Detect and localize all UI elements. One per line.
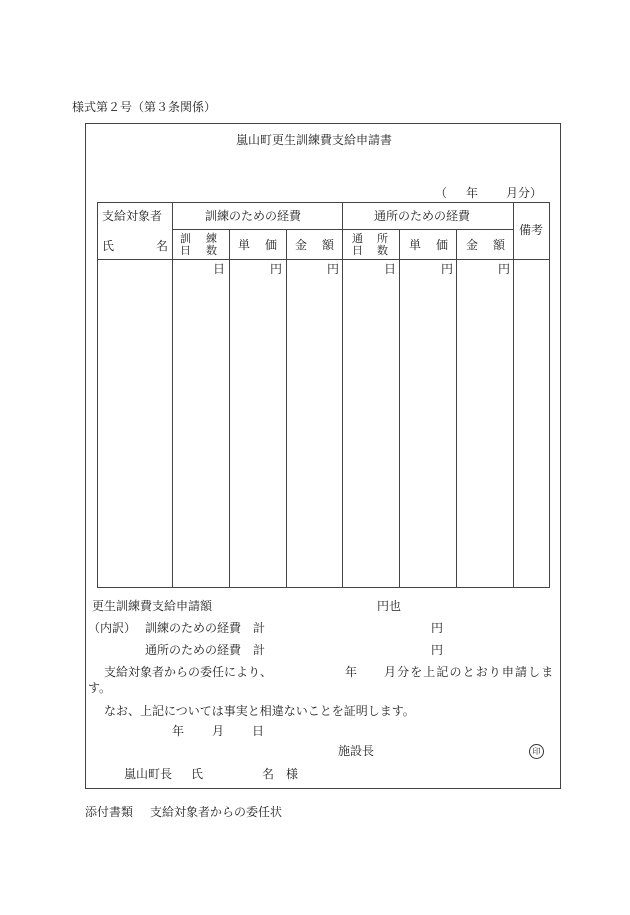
sub-training-amount-1: 金 bbox=[295, 238, 308, 252]
unit-commute-unit-yen: 円 bbox=[441, 262, 454, 276]
col-divider-4 bbox=[342, 202, 343, 588]
sub-commute-days-1: 通 bbox=[352, 232, 363, 245]
sub-training-days-4: 数 bbox=[206, 244, 217, 257]
col-name-shi: 氏 bbox=[102, 239, 115, 253]
col-divider-1 bbox=[172, 202, 173, 588]
form-title: 嵐山町更生訓練費支給申請書 bbox=[236, 133, 393, 147]
col-divider-3 bbox=[286, 229, 287, 588]
sub-training-unit-2: 価 bbox=[265, 238, 278, 252]
seal-mark: 印 bbox=[529, 744, 544, 759]
table-border-left bbox=[97, 202, 98, 588]
group-commute: 通所のための経費 bbox=[374, 209, 471, 223]
sub-training-days-3: 日 bbox=[180, 244, 191, 257]
facility-head-label: 施設長 bbox=[338, 744, 375, 758]
sub-commute-amount-1: 金 bbox=[466, 238, 479, 252]
attachment-value: 支給対象者からの委任状 bbox=[150, 805, 283, 819]
sub-training-amount-2: 額 bbox=[322, 238, 335, 252]
col-recipient: 支給対象者 bbox=[102, 209, 163, 223]
commute-total-yen: 円 bbox=[431, 643, 444, 657]
sub-commute-amount-2: 額 bbox=[493, 238, 506, 252]
breakdown-label: （内訳） bbox=[88, 621, 137, 635]
period-open: （ bbox=[435, 186, 448, 200]
unit-commute-day: 日 bbox=[384, 262, 397, 276]
declaration-line2: なお、上記については事実と相違ないことを証明します。 bbox=[104, 704, 415, 718]
declaration-line1-wrap: す。 bbox=[88, 681, 112, 695]
date-year: 年 bbox=[172, 724, 185, 738]
sub-commute-unit-2: 価 bbox=[436, 238, 449, 252]
unit-commute-amount-yen: 円 bbox=[498, 262, 511, 276]
sub-commute-days-3: 日 bbox=[352, 244, 363, 257]
unit-training-unit-yen: 円 bbox=[270, 262, 283, 276]
addressee-sama: 様 bbox=[286, 767, 299, 781]
table-border-bottom bbox=[97, 587, 550, 588]
table-header-bottom bbox=[97, 259, 550, 260]
col-remarks: 備考 bbox=[519, 223, 544, 237]
attachment-label: 添付書類 bbox=[85, 805, 134, 819]
table-border-top bbox=[97, 202, 550, 203]
group-training: 訓練のための経費 bbox=[205, 209, 302, 223]
col-name-mei: 名 bbox=[156, 239, 169, 253]
sub-training-days-2: 練 bbox=[206, 232, 217, 245]
training-total-yen: 円 bbox=[431, 621, 444, 635]
sub-commute-days-2: 所 bbox=[377, 232, 388, 245]
table-border-right bbox=[549, 202, 550, 588]
declaration-year: 年 bbox=[345, 665, 358, 679]
commute-total-label: 通所のための経費 計 bbox=[145, 643, 266, 657]
total-unit: 円也 bbox=[377, 599, 402, 613]
col-divider-7 bbox=[513, 202, 514, 588]
period-year: 年 bbox=[466, 186, 479, 200]
addressee-shi: 氏 bbox=[191, 767, 204, 781]
sub-training-unit-1: 単 bbox=[238, 238, 251, 252]
unit-training-day: 日 bbox=[213, 262, 226, 276]
col-divider-6 bbox=[456, 229, 457, 588]
sub-commute-days-4: 数 bbox=[377, 244, 388, 257]
col-divider-2 bbox=[229, 229, 230, 588]
sub-training-days-1: 訓 bbox=[180, 232, 191, 245]
total-label: 更生訓練費支給申請額 bbox=[92, 599, 213, 613]
sub-commute-unit-1: 単 bbox=[409, 238, 422, 252]
addressee: 嵐山町長 bbox=[124, 767, 173, 781]
date-day: 日 bbox=[252, 724, 265, 738]
col-divider-5 bbox=[399, 229, 400, 588]
period-month: 月分） bbox=[506, 186, 543, 200]
training-total-label: 訓練のための経費 計 bbox=[145, 621, 266, 635]
addressee-mei: 名 bbox=[262, 767, 275, 781]
unit-training-amount-yen: 円 bbox=[327, 262, 340, 276]
form-number: 様式第２号（第３条関係） bbox=[72, 100, 217, 114]
declaration-line1-b: 月分を上記のとおり申請しま bbox=[384, 665, 555, 679]
declaration-line1: 支給対象者からの委任により、 bbox=[104, 665, 273, 679]
table-header-divider bbox=[172, 229, 514, 230]
date-month: 月 bbox=[212, 724, 225, 738]
